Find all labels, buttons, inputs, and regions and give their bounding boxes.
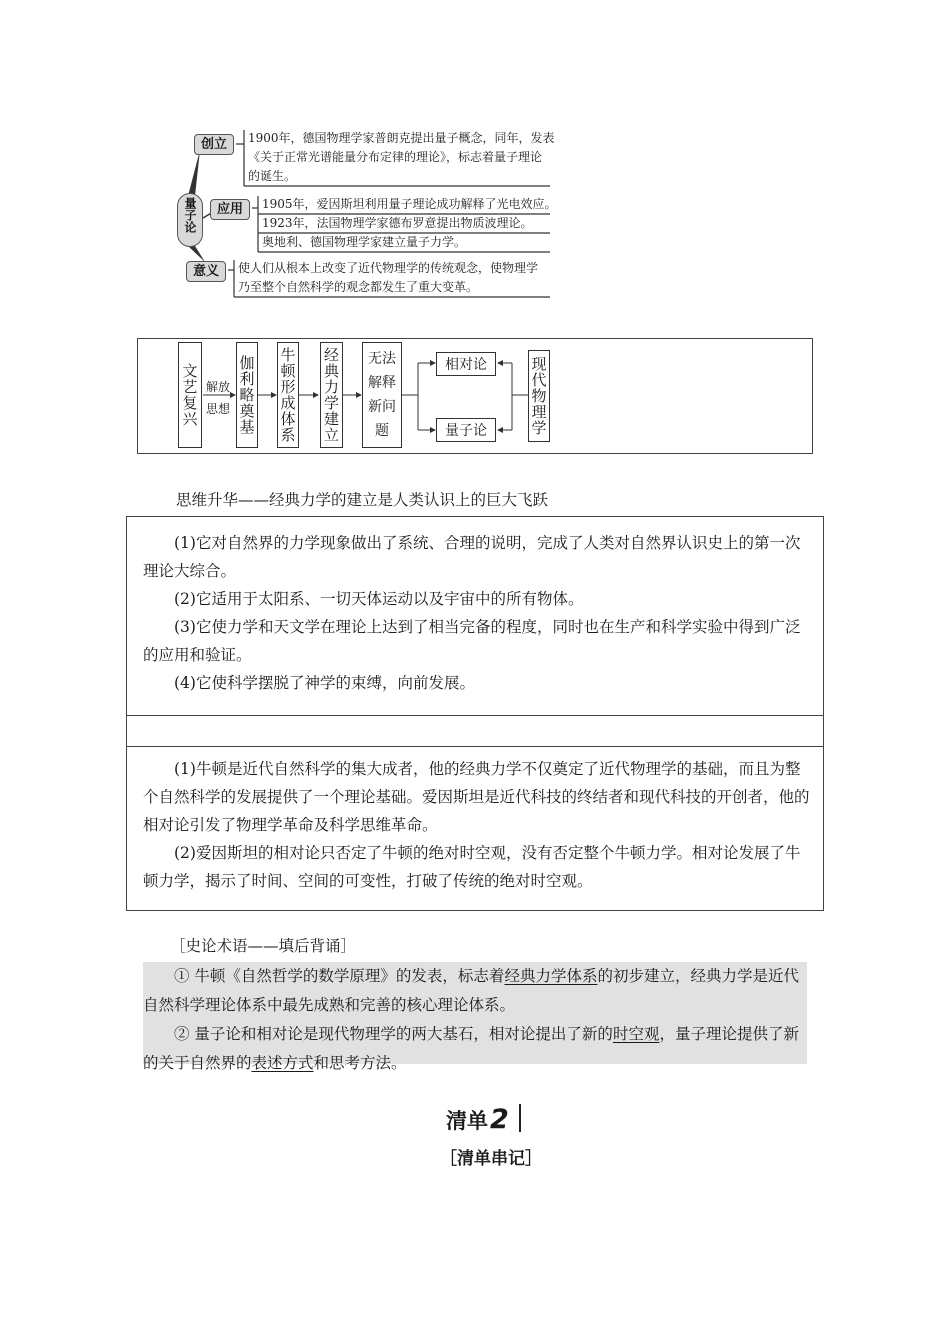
term-2-text-a: ② 量子论和相对论是现代物理学的两大基石，相对论提出了新的 (174, 1025, 613, 1043)
newton-einstein-point-2: (2)爱因斯坦的相对论只否定了牛顿的绝对时空观，没有否定整个牛顿力学。相对论发展了牛顿力学，揭示了时间、空间的可变性，打破了传统的绝对时空观。 (143, 844, 801, 890)
mindmap-significance-line-1: 使人们从根本上改变了近代物理学的传统观念，使物理学 (238, 261, 539, 275)
term-2-text-b: ，量子理论提供了新的关于自然界的 (143, 1025, 799, 1072)
terms-heading: ［史论术语——填后背诵］ (170, 937, 357, 955)
mindmap-branch-application: 应用 (210, 199, 250, 220)
mindmap-application-line-1: 1905年，爱因斯坦利用量子理论成功解释了光电效应。 (262, 197, 557, 211)
list-subtitle: ［清单串记］ (440, 1149, 542, 1169)
significance-point-1: (1)它对自然界的力学现象做出了系统、合理的说明，完成了人类对自然界认识史上的第一次理论大综合。 (143, 534, 801, 580)
list-title-number: 2 (490, 1104, 509, 1135)
flow-node-renaissance: 文艺复兴 (178, 342, 202, 448)
mindmap-founding-line-1: 1900年，德国物理学家普朗克提出量子概念，同年，发表 (248, 131, 555, 145)
flow-node-galileo: 伽利略奠基 (236, 342, 258, 448)
flow-node-relativity: 相对论 (436, 352, 496, 376)
significance-point-2: (2)它适用于太阳系、一切天体运动以及宇宙中的所有物体。 (174, 590, 584, 608)
mindmap-branch-significance: 意义 (186, 261, 226, 282)
newton-einstein-box (126, 746, 824, 911)
significance-box (126, 516, 824, 716)
list-title (446, 1104, 521, 1135)
significance-point-3: (3)它使力学和天文学在理论上达到了相当完备的程度，同时也在生产和科学实验中得到广泛的应用和验证。 (143, 618, 801, 664)
section-heading: 思维升华——经典力学的建立是人类认识上的巨大飞跃 (176, 491, 549, 509)
flow-node-classical-mechanics: 经典力学建立 (320, 342, 343, 448)
term-paragraph-2 (143, 1020, 807, 1078)
terms-block (143, 962, 807, 1072)
flow-node-newton: 牛顿形成体系 (277, 342, 299, 448)
empty-table-row (126, 715, 824, 747)
flow-edge-label-bottom: 思想 (206, 402, 231, 416)
flow-node-unexplained-label: 无法解释新问题 (368, 351, 396, 439)
newton-einstein-point-1: (1)牛顿是近代自然科学的集大成者，他的经典力学不仅奠定了近代物理学的基础，而且为整个自然科学的发展提供了一个理论基础。爱因斯坦是近代科技的终结者和现代科技的开创者，他的相对论引发了物理学革命及科学思维革命。 (143, 760, 810, 834)
mindmap-application-line-3: 奥地利、德国物理学家建立量子力学。 (262, 235, 467, 249)
title-bar (519, 1104, 521, 1132)
mindmap-branch-founding: 创立 (194, 134, 234, 155)
mindmap-founding-line-2: 《关于正常光谱能量分布定律的理论》，标志着量子理论 (248, 150, 543, 164)
significance-point-4: (4)它使科学摆脱了神学的束缚，向前发展。 (174, 674, 475, 692)
term-paragraph-1 (143, 962, 807, 1020)
list-title-text: 清单 (446, 1109, 488, 1133)
mindmap-application-line-2: 1923年，法国物理学家德布罗意提出物质波理论。 (262, 216, 533, 230)
flow-connectors (0, 0, 950, 470)
flow-node-unexplained-problems (362, 342, 402, 448)
term-1-text-a: ① 牛顿《自然哲学的数学原理》的发表，标志着 (174, 967, 505, 985)
term-1-text-b: 的初步建立，经典力学是近代自然科学理论体系中最先成熟和完善的核心理论体系。 (143, 967, 799, 1014)
mindmap-founding-line-3: 的诞生。 (248, 169, 297, 183)
term-1-keyword: 经典力学体系 (504, 967, 598, 985)
mindmap-significance-line-2: 乃至整个自然科学的观念都发生了重大变革。 (238, 280, 479, 294)
term-2-text-c: 和思考方法。 (313, 1054, 407, 1072)
flow-node-quantum: 量子论 (436, 418, 496, 442)
term-2-keyword-2: 表述方式 (251, 1054, 314, 1072)
term-2-keyword-1: 时空观 (612, 1025, 660, 1043)
flow-node-modern-physics: 现代物理学 (528, 350, 550, 442)
mindmap-center-label: 量子论 (183, 197, 197, 233)
flow-edge-label-top: 解放 (206, 380, 231, 394)
